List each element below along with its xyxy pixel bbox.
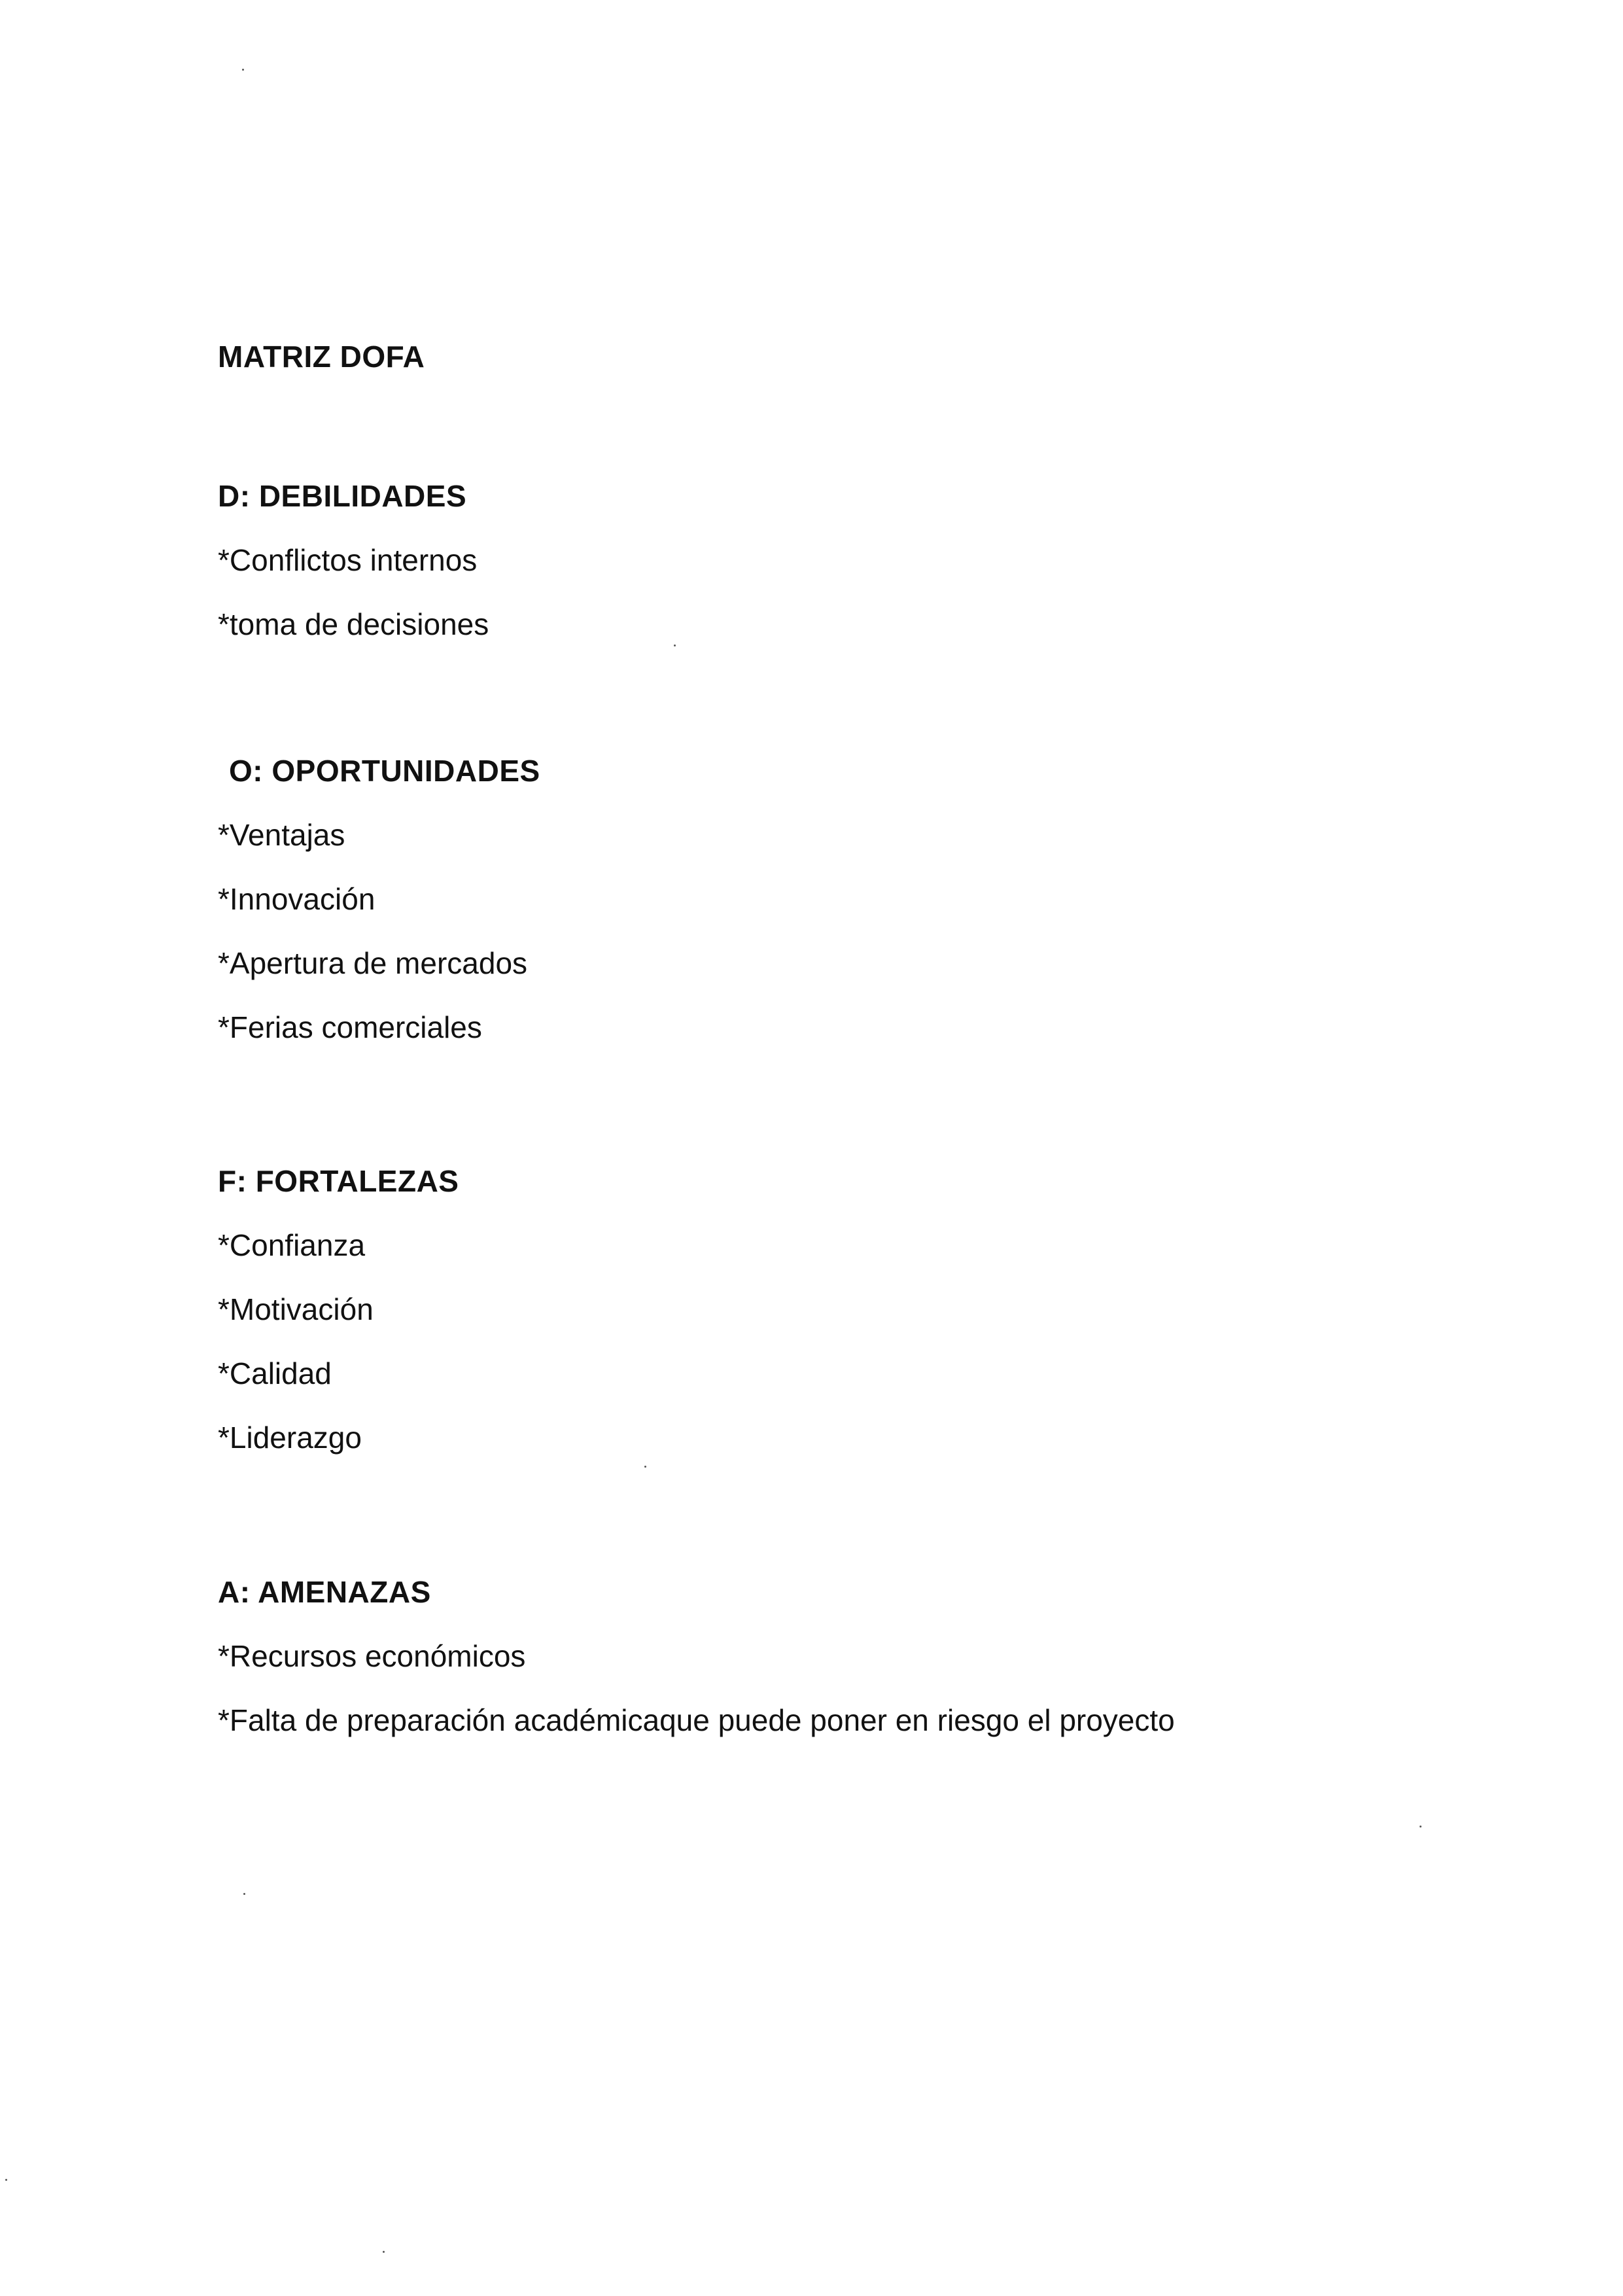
scan-speck [674, 645, 676, 646]
list-item: *Apertura de mercados [218, 946, 528, 980]
scan-speck [644, 1466, 646, 1468]
section-item-list [218, 545, 489, 639]
list-item: *Liderazgo [218, 1421, 362, 1455]
section-oportunidades [218, 754, 540, 1044]
section-amenazas [218, 1577, 1175, 1735]
list-item: *Motivación [218, 1292, 374, 1326]
section-debilidades [218, 481, 489, 639]
section-fortalezas [218, 1166, 459, 1453]
document-title: MATRIZ DOFA [218, 340, 425, 374]
list-item: *Confianza [218, 1228, 366, 1262]
list-item: *toma de decisiones [218, 607, 489, 641]
list-item: *Conflictos internos [218, 543, 478, 577]
scan-speck [1420, 1826, 1422, 1828]
section-item-list [218, 820, 540, 1042]
list-item: *Falta de preparación académicaque puede poner en riesgo el proyecto [218, 1703, 1175, 1737]
section-item-list [218, 1641, 1175, 1735]
section-item-list [218, 1230, 459, 1453]
section-heading: F: FORTALEZAS [218, 1164, 459, 1198]
scan-speck [242, 69, 244, 71]
section-heading: A: AMENAZAS [218, 1575, 431, 1609]
section-heading: D: DEBILIDADES [218, 479, 467, 513]
scan-speck [383, 2251, 385, 2253]
section-heading: O: OPORTUNIDADES [229, 754, 540, 788]
list-item: *Innovación [218, 882, 375, 916]
list-item: *Calidad [218, 1356, 332, 1390]
list-item: *Ventajas [218, 818, 345, 852]
scan-speck [243, 1893, 245, 1895]
scan-speck [5, 2179, 7, 2181]
list-item: *Ferias comerciales [218, 1010, 482, 1044]
list-item: *Recursos económicos [218, 1639, 526, 1673]
